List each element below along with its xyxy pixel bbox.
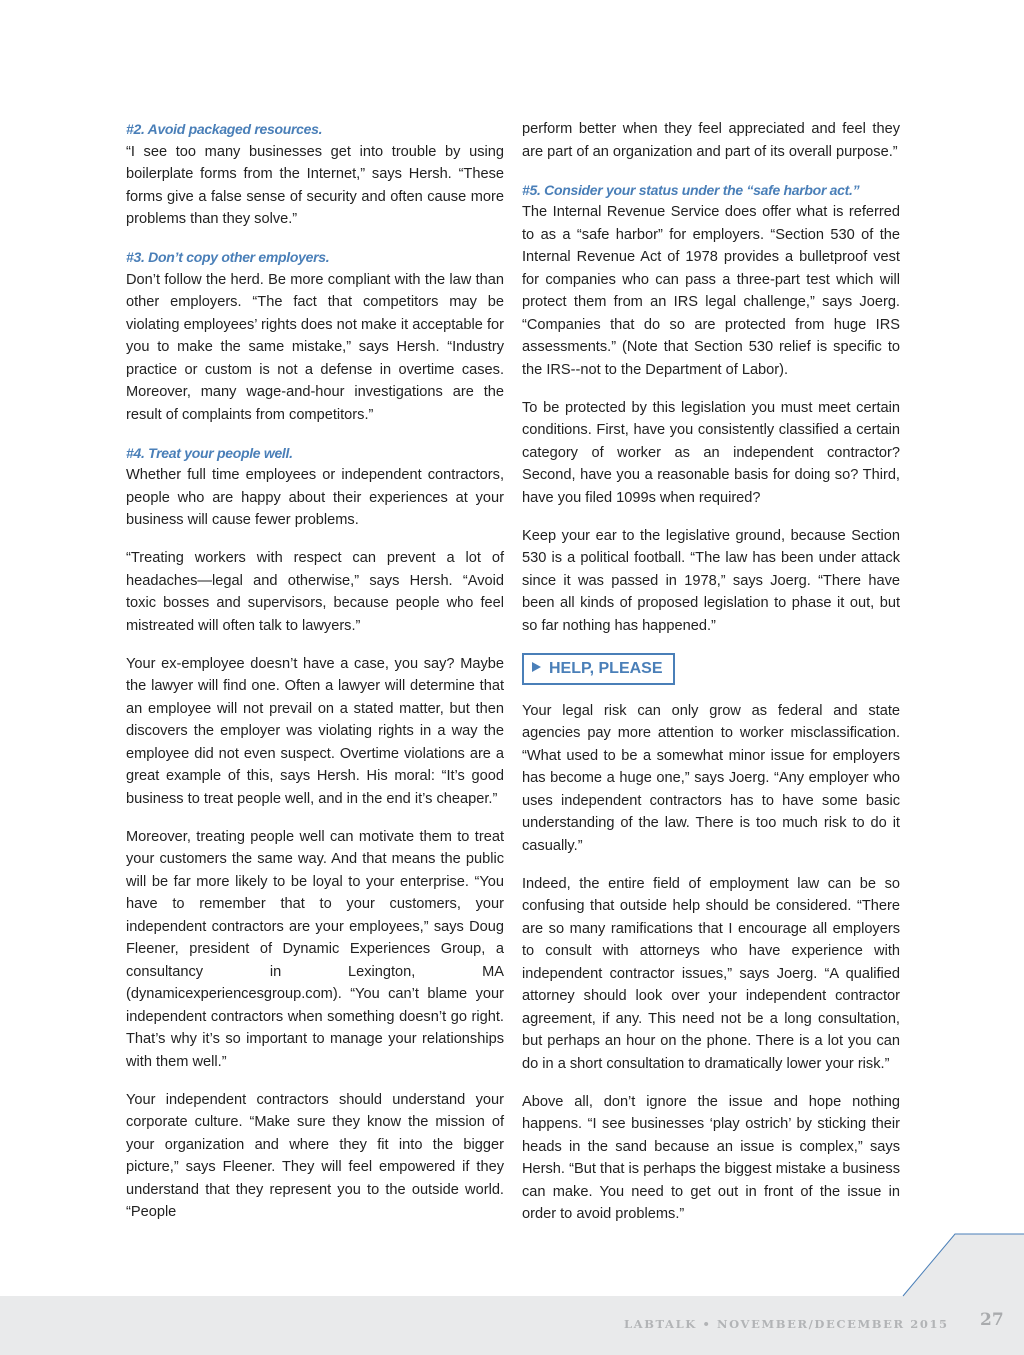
help-please-label: HELP, PLEASE <box>549 659 663 677</box>
section-2 <box>126 118 504 231</box>
publication-footer: LABTALK • NOVEMBER/DECEMBER 2015 <box>624 1317 949 1331</box>
paragraph: Your ex-employee doesn’t have a case, you say? Maybe the lawyer will find one. Often a lawyer will determine that an employee will not prevail on a stated matter, but then discovers the employer was violating rights in a way the employee did not even suspect. Overtime violations are a great example of this, says Hersh. His moral: “It’s good business to treat people well, and in the end it’s cheaper.” <box>126 655 504 807</box>
heading-treat-people-well: #4. Treat your people well. <box>126 444 293 461</box>
paragraph: Moreover, treating people well can motivate them to treat your customers the same way. And that means the public will be far more likely to be loyal to your enterprise. “You have to remember that to your customers, your independent contractors are your employees,” says Doug Fleener, president of Dynamic Experiences Group, a consultancy in Lexington, MA (dynamicexperiencesgroup.com). “You can’t blame your independent contractors when something doesn’t go right. That’s why it’s so important to manage your relationships with them well.” <box>126 828 504 1070</box>
heading-avoid-packaged-resources: #2. Avoid packaged resources. <box>126 121 323 137</box>
paragraph: Indeed, the entire field of employment law can be so confusing that outside help should be considered. “There are so many ramifications that I encourage all employers to consult with attorneys who have experience with independent contractor issues,” says Joerg. “A qualified attorney should look over your independent contractor agreement, if any. This need not be a long consultation, but perhaps an hour on the phone. There is a lot you can do in a short consultation to dramatically lower your risk.” <box>522 875 900 1072</box>
left-column <box>126 118 504 1239</box>
heading-dont-copy-employers: #3. Don’t copy other employers. <box>126 249 330 265</box>
paragraph: “I see too many businesses get into trouble by using boilerplate forms from the Internet,” says Hersh. “These forms give a false sense of security and often cause more problems than they solve.” <box>126 143 504 227</box>
paragraph: Above all, don’t ignore the issue and hope nothing happens. “I see businesses ‘play ostrich’ by sticking their heads in the sand because an issue is complex,” says Hersh. “But that is perhaps the biggest mistake a business can make. You need to get out in front of the issue in order to avoid problems.” <box>522 1093 900 1222</box>
paragraph: Don’t follow the herd. Be more compliant with the law than other employers. “The fact that competitors may be violating employees’ rights does not make it acceptable for you to make the same mistake,” says Hersh. “Industry practice or custom is not a defense in overtime cases. Moreover, many wage-and-hour investigations are the result of complaints from competitors.” <box>126 271 504 423</box>
help-please-heading-box <box>522 653 675 685</box>
section-3 <box>126 246 504 426</box>
section-5 <box>522 179 900 382</box>
paragraph: Whether full time employees or independent contractors, people who are happy about their experiences at your business will cause fewer problems. <box>126 467 504 528</box>
paragraph: Your legal risk can only grow as federal and state agencies pay more attention to worker misclassification. “What used to be a somewhat minor issue for employers has become a huge one,” says Joerg. “Any employer who uses independent contractors has to have some basic understanding of the law. There is too much risk to do it casually.” <box>522 702 900 854</box>
section-4 <box>126 442 504 532</box>
paragraph-continued: perform better when they feel appreciated and feel they are part of an organization and part of its overall purpose.” <box>522 121 900 160</box>
paragraph: The Internal Revenue Service does offer what is referred to as a “safe harbor” for employers. “Section 530 of the Internal Revenue Act of 1978 provides a bulletproof vest for companies who can pass a three-part test which will protect them from an IRS legal challenge,” says Joerg. “Companies that do so are protected from huge IRS assessments.” (Note that Section 530 relief is specific to the IRS--not to the Department of Labor). <box>522 204 900 378</box>
paragraph: Keep your ear to the legislative ground, because Section 530 is a political football. “The law has been under attack since it was passed in 1978,” says Joerg. “There have been all kinds of proposed legislation to phase it out, but so far nothing has happened.” <box>522 527 900 634</box>
triangle-right-icon <box>532 662 541 672</box>
footer-corner-decoration <box>0 1230 1024 1300</box>
paragraph: To be protected by this legislation you must meet certain conditions. First, have you consistently classified a certain category of worker as an independent contractor? Second, have you a reasonable basis for doing so? Third, have you filed 1099s when required? <box>522 399 900 506</box>
paragraph: Your independent contractors should understand your corporate culture. “Make sure they know the mission of your organization and where they fit into the bigger picture,” says Fleener. They will feel empowered if they understand that they represent you to the outside world. “People <box>126 1091 504 1220</box>
paragraph: “Treating workers with respect can prevent a lot of headaches—legal and otherwise,” says Hersh. “Avoid toxic bosses and supervisors, because people who feel mistreated will often talk to lawyers.” <box>126 550 504 634</box>
heading-safe-harbor: #5. Consider your status under the “safe harbor act.” <box>522 181 860 198</box>
page-number: 27 <box>980 1310 1004 1330</box>
right-column <box>522 118 900 1241</box>
